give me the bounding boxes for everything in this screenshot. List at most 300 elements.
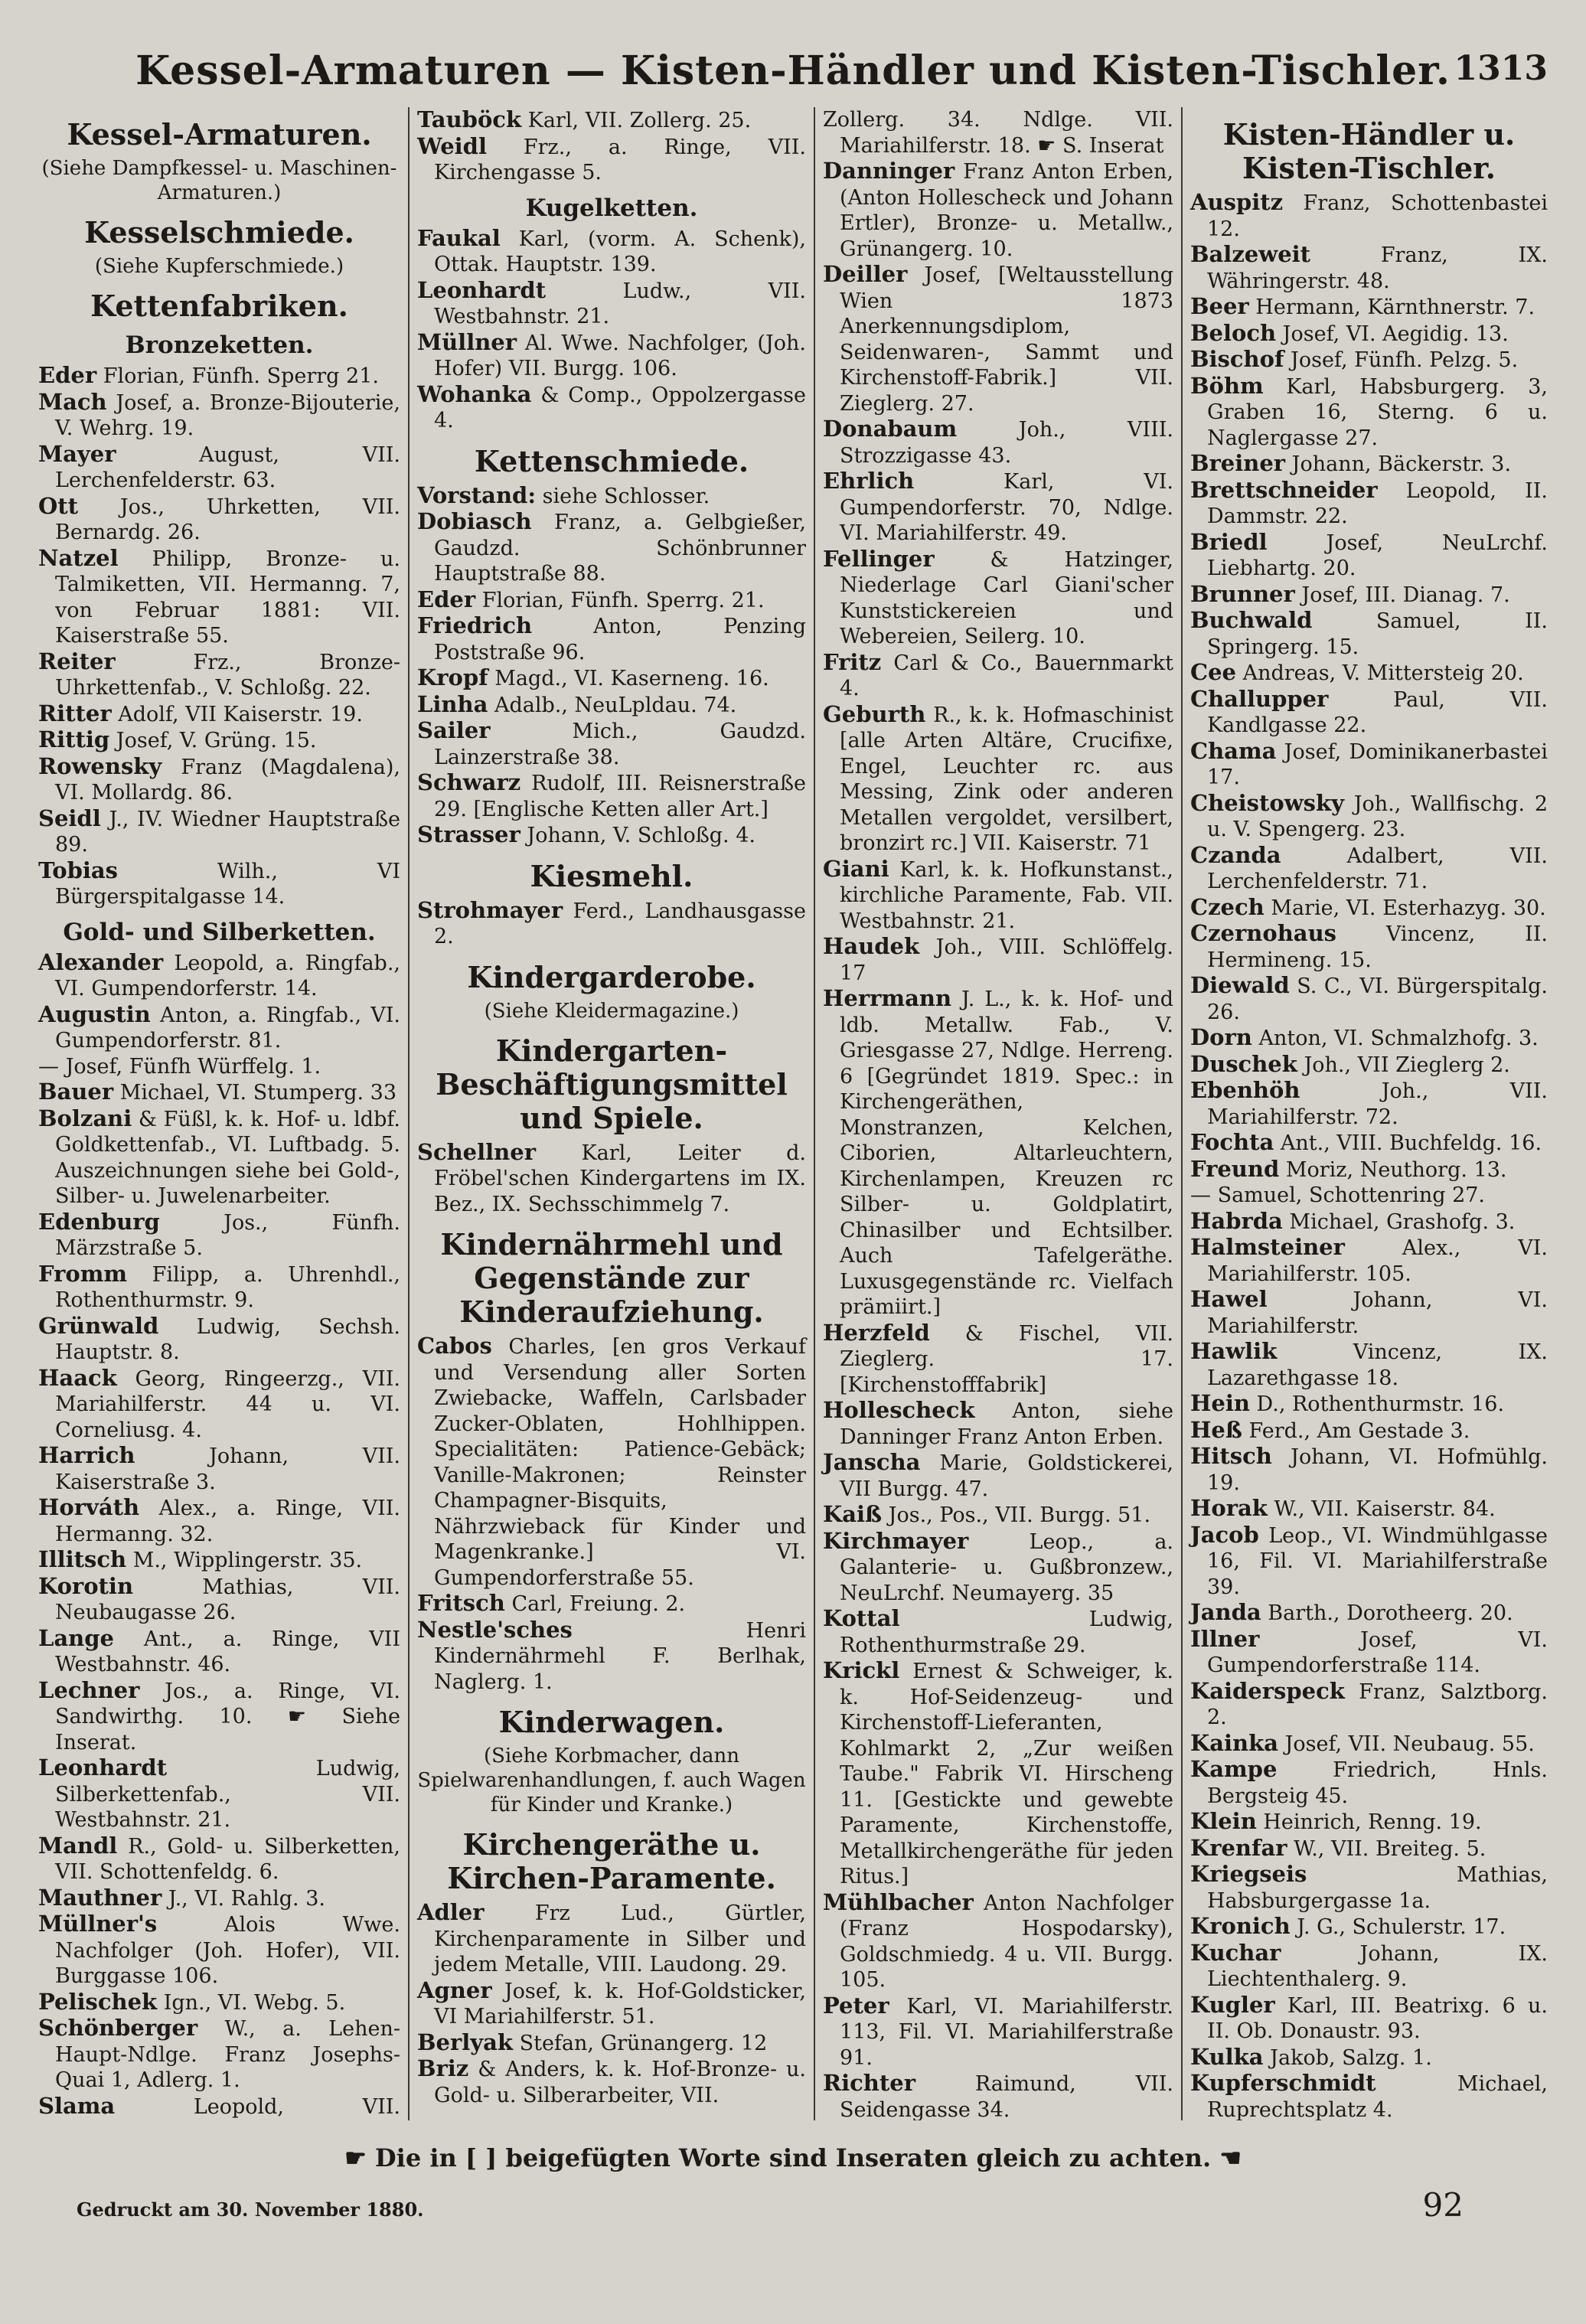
entry-name: Bauer (38, 1079, 114, 1105)
entry-details: Mathias, VII. Neubaugasse 26. (55, 1575, 400, 1624)
directory-entry (417, 1617, 806, 1696)
entry-name: Auspitz (1190, 189, 1284, 215)
directory-entry (823, 1502, 1173, 1529)
directory-entry (1190, 2071, 1548, 2120)
entry-details: W., a. Lehen-Haupt-Ndlge. Franz Josephs-Quai 1, Adlerg. 1. (55, 2017, 400, 2092)
directory-entry (823, 986, 1173, 1320)
directory-entry (1190, 1523, 1548, 1601)
entry-name: Berlyak (417, 2029, 513, 2055)
entry-name: Czernohaus (1190, 920, 1336, 946)
entry-name: Harrich (38, 1442, 135, 1468)
directory-entry (38, 754, 400, 806)
entry-name: Lechner (38, 1676, 140, 1703)
entry-details: Johann, VI. Mariahilferstr. (1207, 1288, 1548, 1338)
entry-details: Leop., VI. Windmühlgasse 16, Fil. VI. Mariahilferstraße 39. (1207, 1523, 1548, 1599)
entry-details: Franz Anton Erben, (Anton Hollescheck und Johann Ertler), Bronze- u. Metallw., Grünangerg. 10. (840, 160, 1173, 261)
directory-entry (417, 2030, 806, 2057)
directory-entry (1190, 1052, 1548, 1079)
entry-name: Briz (417, 2055, 469, 2081)
directory-entry (1190, 895, 1548, 922)
entry-name: Kainka (1190, 1729, 1278, 1756)
entry-details: Frz., Bronze-Uhrkettenfab., V. Schloßg. 22. (55, 650, 400, 700)
entry-details: — Josef, Fünfh Würffelg. 1. (38, 1054, 321, 1079)
directory-entry (823, 547, 1173, 650)
entry-name: Horváth (38, 1494, 140, 1520)
entry-name: Hitsch (1190, 1443, 1272, 1469)
directory-entry (1190, 1836, 1548, 1862)
entry-details: J. G., Schulerstr. 17. (1297, 1915, 1506, 1939)
directory-entry (417, 692, 806, 719)
entry-name: Habrda (1190, 1207, 1283, 1234)
entry-details: Ferd., Am Gestade 3. (1248, 1418, 1470, 1443)
entry-name: Kirchmayer (823, 1527, 969, 1554)
entry-name: Krickl (823, 1657, 900, 1683)
directory-entry (417, 665, 806, 692)
entry-details: Magd., VI. Kaserneng. 16. (494, 667, 769, 690)
entry-details: Marie, VI. Esterhazyg. 30. (1271, 896, 1546, 920)
entry-name: Tobias (38, 857, 119, 883)
entry-details: Ign., VI. Webg. 5. (163, 1990, 346, 2015)
entry-details: Josef, k. k. Hof-Goldsticker, VI Mariahilferstr. 51. (434, 1979, 806, 2029)
entry-details: & Anders, k. k. Hof-Bronze- u. Gold- u. Silberarbeiter, VII. (434, 2058, 806, 2107)
entry-details: W., VII. Breiteg. 5. (1294, 1836, 1486, 1861)
entry-name: Peter (823, 1992, 889, 2019)
directory-entry (1190, 1130, 1548, 1157)
entry-details: & Fischel, VII. Zieglerg. 17. [Kirchenstofffabrik] (840, 1321, 1173, 1397)
entry-name: Jacob (1190, 1521, 1259, 1548)
page-number: 1313 (1454, 49, 1548, 88)
directory-entry (417, 718, 806, 770)
entry-name: Fritsch (417, 1590, 505, 1616)
entry-details: Johann, V. Schloßg. 4. (527, 824, 755, 847)
directory-entry (417, 107, 806, 134)
entry-details: R., k. k. Hofmaschinist [alle Arten Altäre, Crucifixe, Engel, Leuchter rc. aus Messing, Zink oder anderen Metallen vergoldet, versilbert, bronzirt rc.] VII. Kaiserstr. 71 (840, 703, 1173, 855)
entry-details: Adalbert, VII. Lerchenfelderstr. 71. (1207, 844, 1548, 893)
entry-name: Grünwald (38, 1312, 159, 1339)
entry-details: Vincenz, IX. Lazarethgasse 18. (1207, 1340, 1548, 1390)
entry-name: Hollescheck (823, 1397, 975, 1423)
directory-entry (823, 934, 1173, 986)
directory-entry (38, 806, 400, 858)
entry-name: Schellner (417, 1138, 536, 1165)
entry-details: J., VI. Rahlg. 3. (168, 1886, 325, 1911)
directory-entry (823, 1529, 1173, 1607)
entry-name: Cheistowsky (1190, 789, 1344, 816)
entry-name: Rowensky (38, 752, 162, 779)
entry-name: Beer (1190, 293, 1249, 319)
entry-details: W., VII. Kaiserstr. 84. (1274, 1497, 1496, 1521)
entry-name: Kugler (1190, 1991, 1275, 2018)
directory-entry (1190, 242, 1548, 294)
entry-details: Karl, VII. Zollerg. 25. (527, 109, 752, 132)
directory-entry (1190, 1496, 1548, 1523)
entry-name: Müllner's (38, 1911, 158, 1937)
entry-details: Karl, (vorm. A. Schenk), Ottak. Hauptstr. 139. (434, 227, 806, 276)
entry-details: Michael, Ruprechtsplatz 4. (1207, 2072, 1548, 2120)
entry-details: Ferd., Landhausgasse 2. (434, 899, 806, 948)
column-4 (1183, 107, 1555, 2120)
entry-details: Joh., VII Zieglerg 2. (1304, 1053, 1510, 1077)
directory-entry (823, 158, 1173, 262)
entry-name: Ritter (38, 700, 112, 726)
entry-details: Ant., VIII. Buchfeldg. 16. (1280, 1131, 1542, 1155)
entry-details: Karl, Leiter d. Fröbel'schen Kindergartens im IX. Bez., IX. Sechsschimmelg 7. (434, 1141, 806, 1216)
directory-entry (823, 107, 1173, 158)
cross-reference: (Siehe Kupferschmiede.) (94, 255, 344, 278)
section-heading: Kettenfabriken. (90, 289, 348, 323)
entry-name: Horak (1190, 1495, 1268, 1521)
entry-name: Heß (1190, 1416, 1242, 1443)
section-heading: Kisten-Händler u. Kisten-Tischler. (1222, 117, 1516, 185)
cross-reference: (Siehe Dampfkessel- u. Maschinen-Armaturen.) (41, 157, 397, 204)
cross-reference: (Siehe Kleidermagazine.) (484, 999, 739, 1023)
entry-name: Kottal (823, 1605, 900, 1631)
entry-details: Adalb., NeuLpldau. 74. (494, 693, 737, 717)
directory-entry (417, 822, 806, 849)
directory-entry (417, 770, 806, 822)
entry-details: J. L., k. k. Hof- und ldb. Metallw. Fab., V. Griesgasse 27, Ndlge. Herreng. 6 [Gegründet 1819. Spec.: in Kirchengeräthen, Monstranzen, Kelchen, Ciborien, Altarleuchtern, Kirchenlampen, Kreuzen rc Silber- u. Goldplatirt, Chinasilber und Echtsilber. Auch Tafelgeräthe. Luxusgegenstände rc. Vielfach prämiirt.] (840, 987, 1173, 1319)
entry-details: Johann, Bäckerstr. 3. (1291, 452, 1512, 476)
section-heading: Kinderwagen. (498, 1705, 725, 1739)
directory-entry (38, 1054, 400, 1080)
entry-name: Vorstand: (417, 481, 537, 508)
directory-entry (1190, 1078, 1548, 1130)
directory-entry (823, 1398, 1173, 1450)
entry-name: Edenburg (38, 1208, 160, 1235)
entry-details: Karl, Habsburgerg. 3, Graben 16, Sterng. 6 u. Naglergasse 27. (1207, 374, 1548, 450)
entry-details: Josef, [Weltausstellung Wien 1873 Anerkennungsdiplom, Seidenwaren-, Sammt und Kirchenstoff-Fabrik.] VII. Zieglerg. 27. (840, 263, 1173, 416)
column-1 (31, 107, 410, 2120)
entry-name: Linha (417, 690, 488, 717)
directory-entry (823, 468, 1173, 547)
entry-name: Korotin (38, 1572, 134, 1599)
directory-entry (417, 898, 806, 950)
directory-entry (417, 1333, 806, 1591)
entry-name: Dobiasch (417, 508, 532, 534)
directory-entry (823, 1890, 1173, 1993)
entry-details: Karl, VI. Mariahilferstr. 113, Fil. VI. Mariahilferstraße 91. (840, 1994, 1173, 2070)
entry-details: Ludwig, Silberkettenfab., VII. Westbahnstr. 21. (55, 1757, 400, 1832)
directory-entry (417, 1140, 806, 1218)
directory-entry (823, 416, 1173, 468)
entry-name: Briedl (1190, 528, 1268, 555)
entry-name: Halmsteiner (1190, 1234, 1345, 1260)
entry-details: Leop., a. Galanterie- u. Gußbronzew., NeuLrchf. Neumayerg. 35 (840, 1529, 1173, 1605)
entry-details: & Füßl, k. k. Hof- u. ldbf. Goldkettenfab., VI. Luftbadg. 5. Auszeichnungen siehe bei Gold-, Silber- u. Juwelenarbeiter. (55, 1107, 400, 1208)
directory-entry (38, 1366, 400, 1444)
directory-entry (823, 650, 1173, 702)
directory-entry (1190, 1235, 1548, 1287)
entry-details: August, VII. Lerchenfelderstr. 63. (55, 442, 400, 492)
directory-entry (417, 1591, 806, 1617)
directory-entry (1190, 739, 1548, 791)
entry-name: Hawel (1190, 1286, 1268, 1312)
entry-details: Samuel, II. Springerg. 15. (1207, 609, 1548, 659)
entry-name: Kriegseis (1190, 1861, 1307, 1887)
directory-entry (38, 1002, 400, 1054)
entry-details: Joh., VII. Mariahilferstr. 72. (1207, 1079, 1548, 1129)
directory-entry (823, 702, 1173, 857)
directory-entry (1190, 1862, 1548, 1914)
entry-name: Leonhardt (38, 1754, 168, 1781)
entry-details: Ludwig, Rothenthurmstraße 29. (840, 1608, 1173, 1657)
directory-entry (417, 382, 806, 434)
entry-details: Jos., Uhrketten, VII. Bernardg. 26. (55, 495, 400, 544)
entry-details: Al. Wwe. Nachfolger, (Joh. Hofer) VII. Burgg. 106. (434, 331, 807, 380)
directory-entry (1190, 791, 1548, 843)
entry-details: Josef, VII. Neubaug. 55. (1284, 1732, 1535, 1756)
directory-entry (1190, 1339, 1548, 1391)
directory-entry (1190, 1418, 1548, 1444)
directory-entry (417, 226, 806, 278)
directory-entry (1190, 582, 1548, 609)
entry-details: Josef, Fünfh. Pelzg. 5. (1291, 348, 1519, 372)
entry-name: Bolzani (38, 1105, 132, 1131)
entry-name: Diewald (1190, 972, 1290, 998)
entry-name: Schönberger (38, 2015, 198, 2041)
entry-details: Josef, III. Dianag. 7. (1301, 583, 1510, 607)
entry-name: Strohmayer (417, 896, 563, 923)
entry-name: Krenfar (1190, 1834, 1287, 1861)
entry-details: Raimund, VII. Seidengasse 34. (840, 2072, 1173, 2120)
entry-details: Josef, V. Grüng. 15. (116, 729, 317, 752)
cross-reference: (Siehe Korbmacher, dann Spielwarenhandlungen, f. auch Wagen für Kinder und Kranke.) (417, 1745, 806, 1816)
directory-entry (1190, 921, 1548, 973)
directory-entry (1190, 973, 1548, 1025)
directory-entry (38, 1833, 400, 1885)
directory-entry (38, 1574, 400, 1626)
directory-entry (417, 134, 806, 186)
directory-entry (38, 1314, 400, 1366)
entry-details: Leopold, II. Dammstr. 22. (1207, 478, 1548, 528)
entry-details: Mathias, Habsburgergasse 1a. (1207, 1863, 1548, 1913)
entry-details: Andreas, V. Mittersteig 20. (1242, 661, 1524, 685)
directory-entry (38, 1626, 400, 1678)
entry-name: Böhm (1190, 372, 1264, 399)
entry-name: Fochta (1190, 1129, 1274, 1155)
entry-name: Leonhardt (417, 276, 547, 303)
entry-name: Mayer (38, 440, 116, 467)
entry-name: Friedrich (417, 612, 533, 638)
entry-details: Wilh., VI Bürgerspitalgasse 14. (55, 859, 400, 909)
entry-name: Kronich (1190, 1913, 1291, 1939)
directory-entry (1190, 1914, 1548, 1940)
print-date: Gedruckt am 30. November 1880. (77, 2198, 424, 2221)
entry-details: Zollerg. 34. Ndlge. VII. Mariahilferstr. 18. ☛ S. Inserat (823, 108, 1173, 158)
entry-name: Sailer (417, 717, 491, 743)
directory-entry (417, 1978, 806, 2030)
directory-entry (38, 1106, 400, 1209)
entry-details: Joh., VIII. Schlöffelg. 17 (840, 935, 1173, 985)
section-heading: Kettenschmiede. (474, 443, 749, 478)
entry-name: Geburth (823, 700, 926, 727)
directory-entry (1190, 2045, 1548, 2071)
entry-details: Johann, VI. Hofmühlg. 19. (1207, 1445, 1548, 1495)
entry-details: Adolf, VII Kaiserstr. 19. (118, 702, 363, 726)
section-heading: Kesselschmiede. (84, 215, 354, 250)
directory-entry (1190, 1731, 1548, 1758)
directory-entry (823, 1993, 1173, 2071)
entry-name: Augustin (38, 1000, 151, 1027)
entry-details: Joh., VIII. Strozzigasse 43. (840, 418, 1173, 468)
entry-details: Friedrich, Hnls. Bergsteig 45. (1207, 1758, 1548, 1808)
entry-details: Paul, VII. Kandlgasse 22. (1207, 687, 1548, 737)
entry-name: Kulka (1190, 2043, 1264, 2070)
entry-details: Moriz, Neuthorg. 13. (1285, 1157, 1507, 1182)
directory-entry (823, 1606, 1173, 1658)
entry-name: Natzel (38, 544, 119, 571)
entry-name: Reiter (38, 648, 116, 674)
entry-name: Kampe (1190, 1756, 1278, 1782)
entry-name: Mandl (38, 1832, 118, 1859)
entry-details: Florian, Fünfh. Sperrg. 21. (481, 588, 765, 612)
entry-name: Danninger (823, 158, 955, 184)
entry-name: Herrmann (823, 985, 952, 1011)
entry-details: Alois Wwe. Nachfolger (Joh. Hofer), VII. Burggasse 106. (55, 1913, 400, 1988)
directory-entry (1190, 1757, 1548, 1809)
entry-details: Anton, a. Ringfab., VI. Gumpendorferstr. 81. (55, 1003, 400, 1053)
entry-details: Stefan, Grünangerg. 12 (519, 2031, 768, 2055)
directory-entry (38, 546, 400, 649)
directory-entry (38, 1495, 400, 1547)
entry-details: J., IV. Wiedner Hauptstraße 89. (55, 807, 400, 857)
entry-details: Karl, VI. Gumpendorferstr. 70, Ndlge. VI. Mariahilferstr. 49. (840, 470, 1173, 545)
entry-name: Kuchar (1190, 1939, 1281, 1966)
entry-name: Fellinger (823, 545, 935, 572)
directory-entry (1190, 1025, 1548, 1052)
entry-details: Carl & Co., Bauernmarkt 4. (840, 651, 1173, 700)
directory-entry (1190, 1993, 1548, 2045)
entry-name: Buchwald (1190, 607, 1313, 633)
entry-details: Marie, Goldstickerei, VII Burgg. 47. (840, 1451, 1173, 1501)
entry-details: Karl, III. Beatrixg. 6 u. II. Ob. Donaustr. 93. (1207, 1993, 1548, 2043)
entry-details: & Comp., Oppolzergasse 4. (434, 383, 806, 432)
page-footer (31, 2143, 1555, 2235)
entry-name: Illner (1190, 1625, 1260, 1652)
entry-details: Josef, VI. Gumpendorferstraße 114. (1207, 1627, 1548, 1677)
column-3 (815, 107, 1183, 2120)
section-heading: Kessel-Armaturen. (67, 117, 372, 152)
entry-name: Cee (1190, 659, 1236, 685)
entry-details: Ernest & Schweiger, k. k. Hof-Seidenzeug- und Kirchenstoff-Lieferanten, Kohlmarkt 2, „Zur weißen Taube." Fabrik VI. Hirscheng 11. [Gestickte und gewebte Paramente, Kirchenstoffe, Metallkirchengeräthe für jeden Ritus.] (840, 1660, 1173, 1888)
entry-details: Josef, VI. Aegidig. 13. (1282, 322, 1509, 346)
section-heading: Kindergarderobe. (467, 959, 756, 994)
entry-details: Alex., VI. Mariahilferstr. 105. (1207, 1236, 1548, 1286)
entry-name: Weidl (417, 132, 487, 159)
page-header (31, 47, 1555, 109)
directory-entry (38, 363, 400, 390)
entry-name: Fritz (823, 648, 882, 675)
entry-details: Carl, Freiung. 2. (511, 1592, 686, 1616)
entry-name: Müllner (417, 328, 517, 355)
entry-details: Philipp, Bronze- u. Talmiketten, VII. Hermanng. 7, von Februar 1881: VII. Kaiserstraße 55. (55, 547, 400, 648)
entry-details: Anton, Penzing Poststraße 96. (434, 615, 806, 664)
directory-entry (1190, 1679, 1548, 1731)
entry-details: Jakob, Salzg. 1. (1270, 2045, 1432, 2070)
entry-details: Henri Kindernährmehl F. Berlhak, Naglerg. 1. (434, 1618, 806, 1694)
directory-entry (38, 858, 400, 910)
directory-entry (1190, 1157, 1548, 1183)
entry-details: Anton Nachfolger (Franz Hospodarsky), Goldschmiedg. 4 u. VII. Burgg. 105. (840, 1891, 1173, 1992)
entry-details: Ludwig, Sechsh. Hauptstr. 8. (55, 1314, 400, 1364)
entry-name: Duschek (1190, 1050, 1297, 1077)
entry-name: Nestle'sches (417, 1616, 573, 1643)
entry-name: Giani (823, 855, 889, 882)
directory-entry (38, 727, 400, 754)
entry-details: Vincenz, II. Hermineng. 15. (1207, 922, 1548, 972)
entry-details: Franz, IX. Währingerstr. 48. (1207, 243, 1548, 293)
directory-entry (1190, 843, 1548, 895)
directory-entry (1190, 1627, 1548, 1679)
entry-details: Barth., Dorotheerg. 20. (1268, 1601, 1513, 1625)
entry-name: Illitsch (38, 1546, 127, 1572)
entry-details: Frz Lud., Gürtler, Kirchenparamente in Silber und jedem Metalle, VIII. Laudong. 29. (434, 1901, 806, 1976)
footer-note: ☛ Die in [ ] beigefügten Worte sind Inseraten gleich zu achten. ☚ (344, 2143, 1242, 2172)
entry-details: Jos., Pos., VII. Burgg. 51. (888, 1503, 1151, 1527)
directory-entry (1190, 451, 1548, 478)
entry-details: Alex., a. Ringe, VII. Hermanng. 32. (55, 1497, 400, 1546)
entry-details: Michael, VI. Stumperg. 33 (119, 1081, 397, 1105)
entry-name: Kaiderspeck (1190, 1677, 1345, 1704)
entry-name: Kropf (417, 664, 488, 690)
entry-details: Franz, a. Gelbgießer, Gaudzd. Schönbrunner Hauptstraße 88. (434, 511, 806, 586)
entry-name: Beloch (1190, 319, 1277, 346)
entry-name: Freund (1190, 1155, 1280, 1182)
entry-name: Ott (38, 492, 79, 519)
entry-details: Ludw., VII. Westbahnstr. 21. (434, 279, 806, 328)
entry-details: Josef, Dominikanerbastei 17. (1207, 739, 1548, 789)
entry-details: Franz, Schottenbastei 12. (1207, 191, 1548, 241)
entry-name: Mühlbacher (823, 1888, 974, 1915)
directory-entry (38, 1443, 400, 1495)
directory-entry (823, 1450, 1173, 1502)
entry-name: Cabos (417, 1333, 492, 1359)
entry-details: D., Rothenthurmstr. 16. (1256, 1392, 1505, 1416)
entry-details: Anton, siehe Danninger Franz Anton Erben. (840, 1399, 1173, 1449)
entry-details: Josef, NeuLrchf. Liebhartg. 20. (1207, 530, 1548, 580)
section-heading: Kindergarten-Beschäftigungsmittel und Spiele. (436, 1033, 788, 1135)
entry-name: Faukal (417, 224, 501, 251)
entry-details: Michael, Grashofg. 3. (1289, 1209, 1516, 1234)
entry-name: Brettschneider (1190, 476, 1378, 503)
directory-entry (1190, 1209, 1548, 1235)
directory-entry (417, 587, 806, 614)
directory-entry (38, 1989, 400, 2016)
entry-name: Hein (1190, 1390, 1250, 1416)
section-heading: Kiesmehl. (530, 858, 693, 893)
directory-entry (1190, 660, 1548, 687)
entry-name: Schwarz (417, 769, 521, 795)
directory-entry (38, 1885, 400, 1912)
entry-name: Czech (1190, 893, 1265, 920)
directory-entry (1190, 478, 1548, 530)
entry-details: S. C., VI. Bürgerspitalg. 26. (1207, 974, 1548, 1024)
entry-name: Wohanka (417, 380, 532, 407)
directory-entry (1190, 1444, 1548, 1496)
directory-entry (1190, 1809, 1548, 1836)
directory-entry (38, 1209, 400, 1262)
directory-entry (1190, 294, 1548, 321)
signature-number: 92 (1422, 2186, 1464, 2224)
directory-entry (1190, 1600, 1548, 1627)
entry-details: Florian, Fünfh. Sperrg 21. (103, 364, 379, 388)
directory-entry (417, 613, 806, 665)
directory-entry (38, 950, 400, 1002)
entry-name: Haudek (823, 933, 920, 959)
entry-name: Czanda (1190, 841, 1281, 868)
column-2 (410, 107, 815, 2120)
entry-name: Ebenhöh (1190, 1077, 1300, 1103)
